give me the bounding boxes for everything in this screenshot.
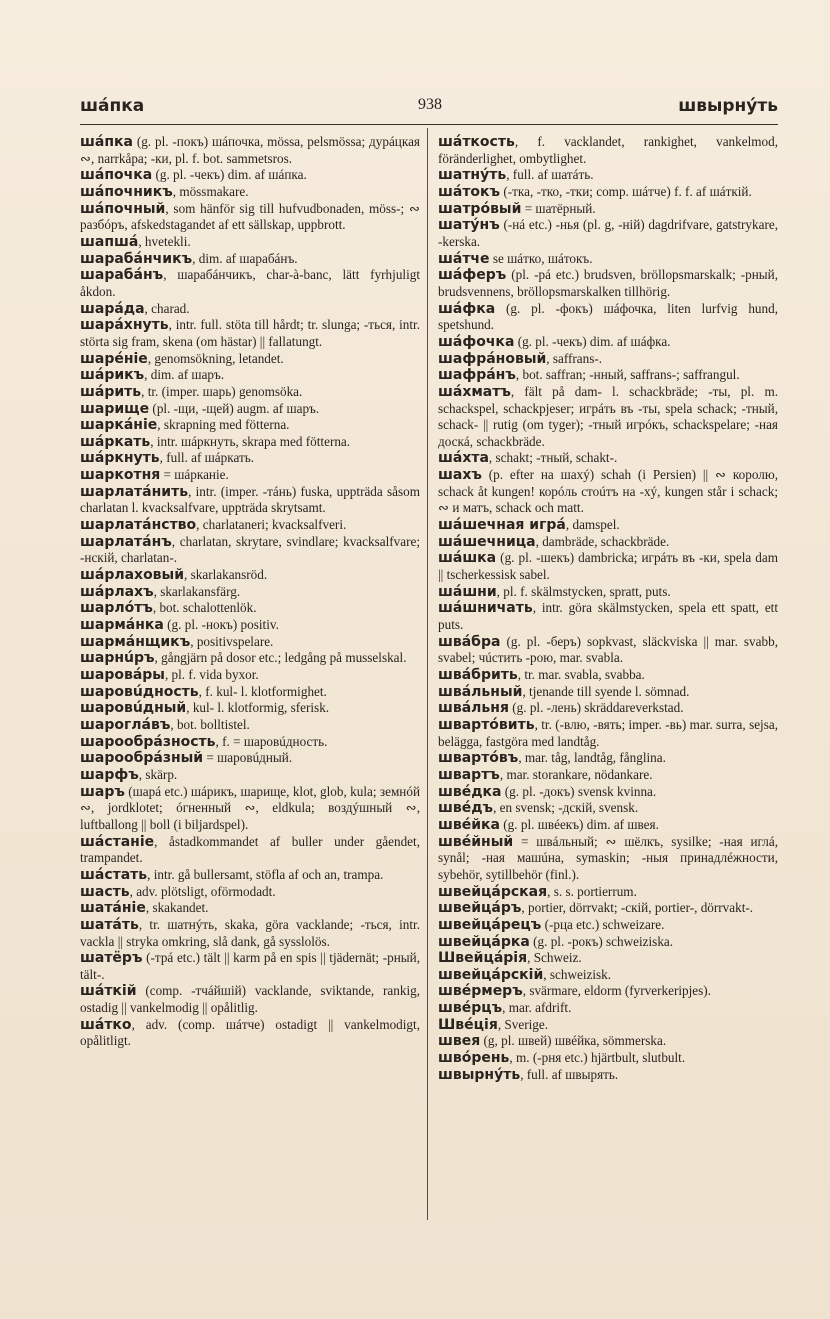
entry-headword: швырнýть [438, 1066, 521, 1083]
entry-headword: шáшничать [438, 600, 533, 617]
entry-headword: шарабáнъ [80, 267, 164, 284]
dictionary-entry [438, 717, 778, 750]
dictionary-entry [438, 767, 778, 784]
dictionary-entry [80, 251, 420, 268]
dictionary-entry [80, 450, 420, 467]
dictionary-entry [80, 401, 420, 418]
dictionary-entry [438, 884, 778, 901]
entry-definition: , bot. schalottenlök. [152, 600, 257, 616]
entry-definition: (g. pl. -фокъ) шáфочка, liten lurfvig hund, spetshund. [438, 300, 778, 333]
dictionary-entry [438, 667, 778, 684]
entry-headword: шаровáры [80, 667, 165, 683]
entry-headword: шароглáвъ [80, 716, 171, 733]
entry-definition: , adv. (comp. шáтче) ostadigt || vankelmodigt, opålitligt. [80, 1016, 420, 1049]
page-header [80, 96, 778, 122]
entry-definition: , tjenande till syende l. sömnad. [522, 683, 690, 699]
entry-definition: (pl. -щи, -щей) augm. af шаръ. [149, 400, 320, 416]
dictionary-entry [438, 534, 778, 551]
entry-definition: , full. af шáркать. [159, 450, 255, 466]
entry-headword: шатёръ [80, 950, 143, 967]
entry-headword: шáшечница [438, 533, 536, 550]
entry-definition: (шарá etc.) шáрикъ, шарище, klot, glob, kula; земнóй ∾, jordklotet; óгненный ∾, eldkula; воздýшный ∾, luftballong || boll (i biljardspel). [80, 783, 420, 832]
dictionary-entry [438, 784, 778, 801]
entry-headword: шáркнуть [80, 450, 160, 467]
entry-headword: шарлатáнить [80, 483, 189, 500]
entry-definition: , bot. bolltistel. [170, 716, 250, 732]
entry-definition: (pl. -рá etc.) brudsven, bröllopsmarskalk; -рный, brudsvennens, bröllopsmarskalken tillhörig. [438, 267, 778, 299]
dictionary-entry [438, 167, 778, 184]
entry-headword: шáркать [80, 433, 151, 450]
dictionary-entry [438, 134, 778, 167]
entry-headword: швáбра [438, 633, 501, 650]
entry-definition: , charlataneri; kvacksalfveri. [196, 517, 347, 533]
entry-definition: , Schweiz. [527, 950, 582, 966]
dictionary-entry [438, 800, 778, 817]
entry-headword: швейцáрка [438, 933, 530, 950]
entry-definition: , fält på dam- l. schackbräde; -ты, pl. m. schackspel, schackpjeser; игрáть въ -ты, spela schack; -тный, schack- || rutig (om tyger); -тный игрóкъ, schackspelare; -ная доскá, schackbräde. [438, 383, 778, 449]
dictionary-entry [438, 817, 778, 834]
entry-definition: = шатёрный. [521, 200, 596, 216]
entry-definition: , intr. (imper. -тáнь) fuska, uppträda såsom charlatan l. kvacksalfvare, uppträda skrytsamt. [80, 483, 420, 516]
entry-definition: , tr. шатнýть, skaka, göra vacklande; -ться, intr. vackla || stryka omkring, slå dank, gå sysslolös. [80, 916, 420, 949]
dictionary-entry [80, 134, 420, 167]
entry-headword: шафрáновый [438, 350, 547, 367]
entry-headword: шарлатáнъ [80, 533, 172, 550]
right-column [438, 134, 778, 1083]
entry-definition: = шаровúдный. [203, 750, 293, 766]
entry-definition: , skarlakansröd. [184, 567, 268, 583]
entry-definition: , dim. af шаръ. [144, 367, 225, 383]
dictionary-entry [438, 900, 778, 917]
dictionary-entry [80, 267, 420, 300]
entry-headword: шáфочка [438, 333, 515, 350]
header-right-headword: швырнýть [678, 96, 778, 116]
entry-headword: шáрлаховый [80, 567, 185, 584]
dictionary-entry [80, 367, 420, 384]
entry-definition: , skakandet. [145, 900, 209, 916]
dictionary-entry [80, 917, 420, 950]
entry-headword: швóрень [438, 1050, 510, 1067]
dictionary-entry [80, 384, 420, 401]
dictionary-entry [438, 251, 778, 268]
entry-definition: (g. pl. -рокъ) schweiziska. [529, 933, 674, 949]
dictionary-entry [80, 983, 420, 1016]
entry-definition: , charad. [144, 300, 190, 316]
dictionary-entry [80, 234, 420, 251]
entry-definition: , dim. af шарабáнъ. [192, 250, 298, 266]
entry-definition: , шарабáнчикъ, char-à-banc, lätt fyrhjuligt åkdon. [80, 267, 420, 299]
entry-definition: (comp. -тчáйшій) vacklande, sviktande, rankig, ostadig || vankelmodig || opålitlig. [80, 983, 420, 1016]
entry-headword: швáльный [438, 683, 523, 700]
page-number: 938 [418, 96, 442, 113]
entry-headword: швéрцъ [438, 1000, 503, 1017]
dictionary-entry [438, 1033, 778, 1050]
entry-headword: шатáніе [80, 900, 146, 917]
dictionary-entry [80, 417, 420, 434]
entry-definition: , tr. (-влю, -вять; imper. -вь) mar. surra, sejsa, belägga, fastgöra med landtåg. [438, 716, 778, 749]
entry-definition: , mar. afdrift. [502, 1000, 572, 1016]
entry-definition: , damspel. [565, 517, 620, 533]
dictionary-entry [438, 934, 778, 951]
left-column [80, 134, 420, 1050]
header-rule [80, 124, 778, 125]
entry-headword: шафрáнъ [438, 367, 516, 384]
entry-definition: , svärmare, eldorm (fyrverkeripjes). [522, 983, 711, 999]
dictionary-entry [438, 917, 778, 934]
dictionary-entry [80, 634, 420, 651]
entry-headword: шáшни [438, 583, 497, 600]
entry-definition: (g. pl. швéекъ) dim. af швея. [499, 816, 659, 832]
dictionary-entry [438, 351, 778, 368]
header-left-headword: шáпка [80, 96, 145, 116]
entry-definition: (-трá etc.) tält || karm på en spis || tjädernät; -рный, tält-. [80, 950, 420, 982]
entry-headword: шáткость [438, 134, 515, 150]
dictionary-entry [80, 717, 420, 734]
entry-definition: , tr. mar. svabla, svabba. [517, 667, 645, 682]
entry-headword: шарéніе [80, 350, 148, 367]
dictionary-entry [438, 367, 778, 384]
entry-headword: шáпочка [80, 167, 153, 184]
dictionary-entry [438, 600, 778, 633]
dictionary-entry [438, 550, 778, 583]
entry-headword: шáпка [80, 134, 133, 150]
entry-definition: (-нá etc.) -нья (pl. g, -ній) dagdrifvare, gatstrykare, -kerska. [438, 217, 778, 249]
entry-headword: шáрить [80, 383, 142, 400]
dictionary-entry [438, 584, 778, 601]
entry-headword: швéрмеръ [438, 983, 523, 1000]
dictionary-entry [80, 867, 420, 884]
dictionary-entry [438, 201, 778, 218]
entry-definition: , f. = шаровúдность. [215, 733, 328, 749]
entry-headword: шапшá [80, 233, 139, 250]
entry-headword: шáрикъ [80, 367, 145, 384]
dictionary-entry [438, 700, 778, 717]
entry-definition: (-тка, -тко, -тки; comp. шáтче) f. f. af шáткій. [500, 183, 752, 199]
entry-headword: швéйный [438, 833, 514, 850]
entry-definition: (g. pl. -беръ) sopkvast, släckviska || mar. svabb, svabel; чúстить -рою, mar. svabla. [438, 633, 778, 666]
entry-definition: (g. pl. -шекъ) dambricka; игрáть въ -ки, spela dam || tscherkessisk sabel. [438, 550, 778, 583]
entry-definition: , m. (-рня etc.) hjärtbult, slutbult. [509, 1050, 686, 1066]
entry-definition: , schakt; -тный, schakt-. [488, 450, 618, 466]
entry-headword: швея [438, 1033, 481, 1050]
dictionary-entry [438, 450, 778, 467]
dictionary-entry [438, 1050, 778, 1067]
entry-definition: , hvetekli. [138, 233, 191, 249]
dictionary-entry [80, 600, 420, 617]
dictionary-entry [80, 900, 420, 917]
entry-definition: (g. pl. -докъ) svensk kvinna. [501, 783, 657, 799]
entry-headword: шаръ [80, 783, 125, 800]
entry-definition: = шáрканіе. [160, 467, 229, 483]
dictionary-entry [438, 301, 778, 334]
entry-headword: шарфъ [80, 766, 139, 783]
entry-headword: швартъ [438, 766, 500, 783]
entry-headword: швартóвъ [438, 750, 519, 767]
entry-headword: шарлатáнство [80, 517, 197, 534]
dictionary-entry [80, 434, 420, 451]
entry-definition: , Sverige. [497, 1016, 549, 1032]
dictionary-entry [80, 650, 420, 667]
entry-definition: , intr. gå bullersamt, stöfla af och an, trampa. [147, 866, 384, 882]
entry-headword: шаркáніе [80, 417, 158, 434]
entry-headword: шáтокъ [438, 183, 501, 200]
entry-definition: , f. kul- l. klotformighet. [198, 683, 327, 699]
dictionary-entry [438, 334, 778, 351]
entry-headword: шарнúръ [80, 650, 155, 667]
dictionary-entry [80, 884, 420, 901]
dictionary-entry [80, 517, 420, 534]
entry-headword: швейцáръ [438, 900, 522, 917]
dictionary-entry [438, 184, 778, 201]
dictionary-entry [438, 384, 778, 451]
entry-definition: , skärp. [138, 766, 178, 782]
dictionary-entry [80, 301, 420, 318]
entry-definition: (g. pl. -нокъ) positiv. [163, 617, 279, 633]
entry-definition: , gångjärn på dosor etc.; ledgång på musselskal. [154, 650, 407, 666]
entry-definition: , som hänför sig till hufvudbonaden, möss-; ∾ разбóръ, afskedstagandet af ett sällskap, uppbrott. [80, 200, 420, 233]
entry-headword: швартóвить [438, 716, 535, 733]
dictionary-entry [80, 584, 420, 601]
entry-headword: шарище [80, 400, 150, 417]
dictionary-entry [80, 750, 420, 767]
entry-headword: шарообрáзность [80, 733, 216, 750]
column-divider [427, 128, 428, 1220]
dictionary-entry [438, 1017, 778, 1034]
entry-definition: , pl. f. skälmstycken, spratt, puts. [496, 583, 671, 599]
entry-definition: , en svensk; -дскій, svensk. [493, 800, 639, 816]
dictionary-entry [80, 567, 420, 584]
entry-headword: шатрóвый [438, 200, 522, 217]
entry-definition: , schweizisk. [543, 966, 612, 982]
dictionary-entry [438, 684, 778, 701]
entry-headword: швейцáрская [438, 883, 548, 900]
entry-definition: , portier, dörrvakt; -скій, portier-, dörrvakt-. [521, 900, 754, 916]
entry-definition: , s. s. portierrum. [547, 883, 637, 899]
dictionary-entry [438, 467, 778, 517]
entry-headword: шáстаніе [80, 833, 155, 850]
entry-headword: шáфка [438, 300, 496, 317]
entry-headword: шатýнъ [438, 217, 500, 234]
entry-headword: шáстать [80, 866, 148, 883]
entry-headword: шармáнка [80, 617, 164, 634]
entry-definition: , mar. storankare, nödankare. [499, 766, 653, 782]
dictionary-entry [438, 217, 778, 250]
entry-headword: шáшечная игрá [438, 517, 566, 534]
dictionary-entry [80, 167, 420, 184]
entry-definition: , tr. (imper. шарь) genomsöka. [141, 383, 303, 399]
entry-definition: , full. af шатáть. [506, 167, 594, 183]
dictionary-entry [80, 834, 420, 867]
entry-headword: Швейцáрія [438, 950, 528, 967]
entry-definition: , genomsökning, letandet. [147, 350, 284, 366]
entry-definition: , f. vacklandet, rankighet, vankelmod, föränderlighet, ombytlighet. [438, 134, 778, 166]
entry-definition: , kul- l. klotformig, sferisk. [186, 700, 330, 716]
entry-definition: , mar. tåg, landtåg, fånglina. [518, 750, 666, 766]
entry-definition: , charlatan, skrytare, svindlare; kvacksalfvare; -нскій, charlatan-. [80, 533, 420, 566]
entry-headword: шáтче [438, 250, 490, 267]
dictionary-entry [438, 967, 778, 984]
entry-definition: (p. efter на шахý) schah (i Persien) || ∾ королю, schack åt kungen! корóль стоúтъ на -хý, kungen står i schack; ∾ и матъ, schack och matt. [438, 467, 778, 516]
dictionary-entry [438, 267, 778, 300]
entry-headword: швéйка [438, 816, 500, 833]
entry-definition: , adv. plötsligt, oförmodadt. [129, 883, 276, 899]
entry-headword: швéдка [438, 783, 502, 800]
entry-headword: шáхматъ [438, 383, 511, 400]
entry-definition: , intr. шáркнуть, skrapa med fötterna. [150, 433, 351, 449]
entry-definition: , skrapning med fötterna. [157, 417, 290, 433]
dictionary-entry [80, 317, 420, 350]
entry-headword: шатáть [80, 916, 139, 933]
entry-headword: шаровúдный [80, 700, 187, 717]
entry-headword: Швéція [438, 1016, 498, 1033]
dictionary-entry [80, 617, 420, 634]
dictionary-entry [80, 734, 420, 751]
dictionary-entry [80, 534, 420, 567]
entry-headword: шáрлахъ [80, 583, 154, 600]
dictionary-entry [438, 983, 778, 1000]
entry-definition: , full. af швырять. [520, 1066, 619, 1082]
entry-definition: , dambräde, schackbräde. [535, 533, 670, 549]
entry-definition: , åstadkommandet af buller under gåendet, trampandet. [80, 833, 420, 866]
entry-definition: (g, pl. швей) швéйка, sömmerska. [480, 1033, 667, 1049]
entry-headword: швейцáрскій [438, 966, 544, 983]
entry-definition: , mössmakare. [172, 183, 249, 199]
dictionary-entry [438, 750, 778, 767]
dictionary-entry [438, 950, 778, 967]
entry-definition: (g. pl. -лень) skräddareverkstad. [508, 700, 684, 716]
entry-headword: шарáда [80, 300, 145, 317]
entry-definition: , intr. full. stöta till hårdt; tr. slunga; -ться, intr. störta sig fram, skena (om hästar) || fallatungt. [80, 317, 420, 349]
entry-headword: шахъ [438, 467, 482, 484]
dictionary-entry [80, 1017, 420, 1050]
entry-headword: шарабáнчикъ [80, 250, 193, 267]
dictionary-entry [80, 784, 420, 834]
dictionary-entry [80, 201, 420, 234]
dictionary-entry [80, 484, 420, 517]
entry-headword: шаркотня [80, 467, 161, 484]
entry-definition: , saffrans-. [546, 350, 603, 366]
entry-headword: швáбрить [438, 667, 518, 683]
entry-headword: шармáнщикъ [80, 633, 191, 650]
entry-headword: шáпочный [80, 200, 166, 217]
entry-headword: шáтко [80, 1016, 132, 1033]
dictionary-entry [80, 184, 420, 201]
entry-headword: шáферъ [438, 267, 507, 284]
entry-definition: (-рца etc.) schweizare. [541, 916, 665, 932]
entry-headword: шáшка [438, 550, 497, 567]
entry-headword: шарообрáзный [80, 750, 204, 767]
dictionary-entry [80, 700, 420, 717]
dictionary-entry [80, 950, 420, 983]
entry-definition: = швáльный; ∾ шёлкъ, sysilke; -ная иглá, synål; -ная машúна, symaskin; -ныя принадлéжности, sybehör, sytillbehör (finl.). [438, 833, 778, 882]
entry-headword: шатнýть [438, 167, 507, 184]
entry-definition: , skarlakansfärg. [153, 583, 241, 599]
entry-definition: (g. pl. -чекъ) dim. af шáфка. [514, 333, 671, 349]
entry-definition: , bot. saffran; -нный, saffrans-; saffrangul. [515, 367, 740, 383]
entry-headword: шáпочникъ [80, 183, 173, 200]
dictionary-entry [438, 834, 778, 884]
entry-headword: шасть [80, 883, 130, 900]
dictionary-entry [80, 467, 420, 484]
dictionary-entry [80, 684, 420, 701]
dictionary-entry [80, 767, 420, 784]
entry-headword: шарáхнуть [80, 317, 169, 334]
entry-definition: , intr. göra skälmstycken, spela ett spatt, ett puts. [438, 600, 778, 633]
entry-headword: швéдъ [438, 800, 494, 817]
entry-definition: (g. pl. -покъ) шáпочка, mössa, pelsmössa; дурáцкая ∾, narrkåpa; -ки, pl. f. bot. sammetsros. [80, 134, 420, 166]
dictionary-entry [438, 1067, 778, 1084]
entry-headword: швáльня [438, 700, 509, 717]
entry-headword: шаровúдность [80, 683, 199, 700]
entry-headword: швейцáрецъ [438, 916, 542, 933]
dictionary-entry [438, 517, 778, 534]
dictionary-entry [438, 1000, 778, 1017]
entry-headword: шáткій [80, 983, 137, 1000]
entry-definition: , pl. f. vida byxor. [164, 667, 259, 682]
entry-definition: , positivspelare. [190, 633, 274, 649]
dictionary-entry [80, 667, 420, 684]
dictionary-entry [438, 634, 778, 667]
entry-headword: шáхта [438, 450, 489, 467]
entry-headword: шарлóтъ [80, 600, 153, 617]
dictionary-entry [80, 351, 420, 368]
entry-definition: (g. pl. -чекъ) dim. af шáпка. [152, 167, 307, 183]
entry-definition: se шáтко, шáтокъ. [489, 250, 593, 266]
